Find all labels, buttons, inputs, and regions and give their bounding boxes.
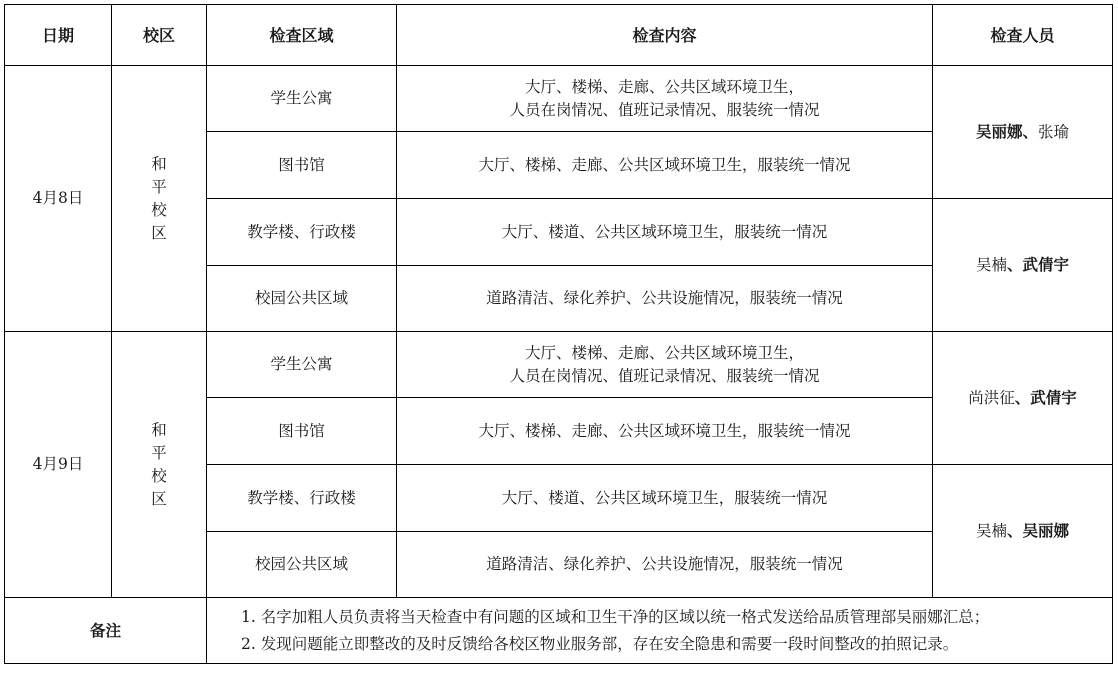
- table-row: [5, 66, 1113, 132]
- campus-char: 平: [151, 177, 167, 196]
- content-cell: 大厅、楼道、公共区域环境卫生，服装统一情况: [397, 199, 933, 266]
- inspector: 吴楠: [975, 256, 1007, 274]
- campus-char: 区: [151, 223, 167, 242]
- personnel-cell: [933, 332, 1113, 465]
- name-separator: 、: [1006, 255, 1023, 274]
- area-cell: 图书馆: [207, 398, 397, 465]
- campus-cell: [112, 66, 207, 332]
- personnel-cell: [933, 465, 1113, 598]
- content-line: 大厅、楼梯、走廊、公共区域环境卫生，: [524, 343, 804, 362]
- campus-char: 和: [151, 154, 167, 173]
- content-cell: [397, 332, 933, 398]
- content-line: 大厅、楼梯、走廊、公共区域环境卫生，: [524, 77, 804, 96]
- campus-char: 校: [151, 200, 167, 219]
- content-cell: [397, 66, 933, 132]
- inspector: 吴楠: [975, 522, 1007, 540]
- lead-inspector: 武倩宇: [1022, 255, 1070, 274]
- inspection-schedule-table: [4, 4, 1113, 664]
- personnel-cell: [933, 199, 1113, 332]
- area-cell: 学生公寓: [207, 66, 397, 132]
- content-cell: 大厅、楼梯、走廊、公共区域环境卫生，服装统一情况: [397, 132, 933, 199]
- campus-cell: [112, 332, 207, 598]
- table-row: [5, 332, 1113, 398]
- content-line: 人员在岗情况、值班记录情况、服装统一情况: [509, 100, 820, 119]
- header-content: 检查内容: [397, 5, 933, 66]
- remarks-label: 备注: [5, 598, 207, 664]
- lead-inspector: 吴丽娜: [975, 122, 1023, 141]
- area-cell: 教学楼、行政楼: [207, 465, 397, 532]
- header-personnel: 检查人员: [933, 5, 1113, 66]
- name-separator: 、: [1006, 521, 1023, 540]
- content-cell: 道路清洁、绿化养护、公共设施情况，服装统一情况: [397, 532, 933, 598]
- name-separator: 、: [1014, 388, 1031, 407]
- remark-note: 1. 名字加粗人员负责将当天检查中有问题的区域和卫生干净的区域以统一格式发送给品质管理部吴丽娜汇总；: [241, 607, 990, 626]
- lead-inspector: 吴丽娜: [1022, 521, 1070, 540]
- area-cell: 校园公共区域: [207, 532, 397, 598]
- campus-char: 区: [151, 489, 167, 508]
- inspector: 尚洪征: [968, 389, 1015, 407]
- area-cell: 学生公寓: [207, 332, 397, 398]
- header-row: [5, 5, 1113, 66]
- inspector: 张瑜: [1038, 123, 1070, 141]
- campus-char: 校: [151, 466, 167, 485]
- remarks-row: [5, 598, 1113, 664]
- content-cell: 大厅、楼梯、走廊、公共区域环境卫生，服装统一情况: [397, 398, 933, 465]
- campus-char: 平: [151, 443, 167, 462]
- campus-char: 和: [151, 420, 167, 439]
- name-separator: 、: [1022, 122, 1038, 141]
- remark-note: 2. 发现问题能立即整改的及时反馈给各校区物业服务部，存在安全隐患和需要一段时间整改的拍照记录。: [241, 634, 959, 653]
- content-line: 人员在岗情况、值班记录情况、服装统一情况: [509, 366, 820, 385]
- header-campus: 校区: [112, 5, 207, 66]
- content-cell: 大厅、楼道、公共区域环境卫生，服装统一情况: [397, 465, 933, 532]
- personnel-cell: [933, 66, 1113, 199]
- header-area: 检查区域: [207, 5, 397, 66]
- date-cell: 4月9日: [5, 332, 112, 598]
- area-cell: 图书馆: [207, 132, 397, 199]
- date-cell: 4月8日: [5, 66, 112, 332]
- header-date: 日期: [5, 5, 112, 66]
- area-cell: 校园公共区域: [207, 266, 397, 332]
- remarks-notes: [207, 598, 1113, 664]
- lead-inspector: 武倩宇: [1030, 388, 1077, 407]
- area-cell: 教学楼、行政楼: [207, 199, 397, 266]
- content-cell: 道路清洁、绿化养护、公共设施情况，服装统一情况: [397, 266, 933, 332]
